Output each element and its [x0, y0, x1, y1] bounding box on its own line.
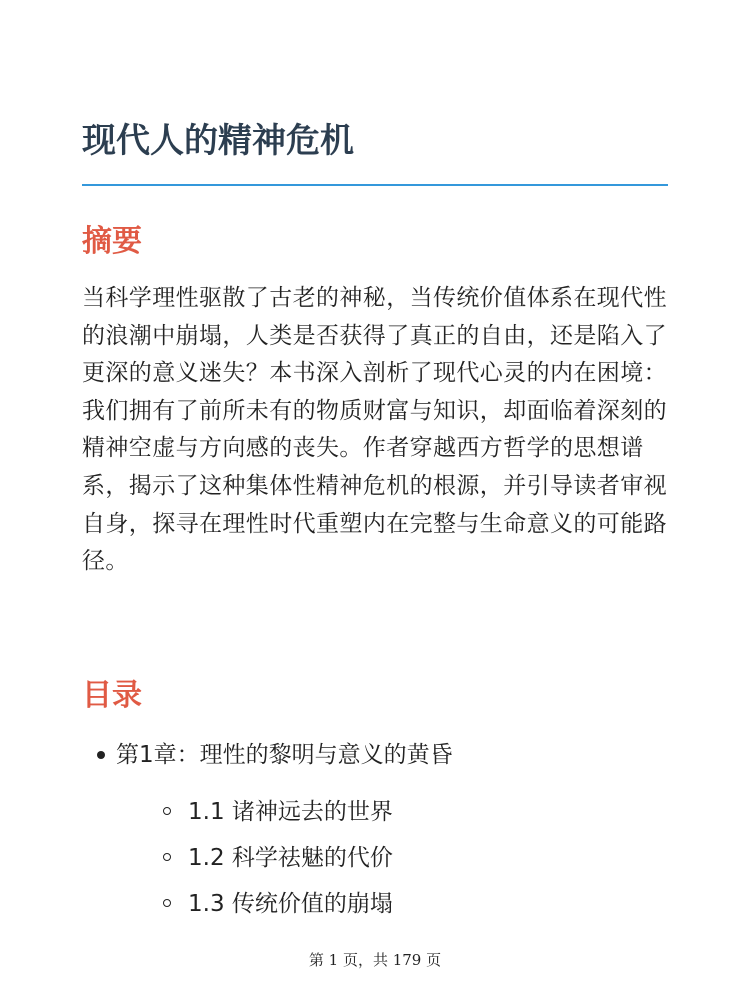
bullet-circle-icon [163, 899, 171, 907]
toc-section-label: 1.2 科学祛魅的代价 [188, 845, 393, 871]
toc-section-1-1[interactable] [188, 792, 393, 832]
toc-section-1-2[interactable] [188, 838, 393, 878]
toc-section-label: 1.1 诸神远去的世界 [188, 799, 393, 825]
bullet-circle-icon [163, 807, 171, 815]
toc-section-1-3[interactable] [188, 884, 393, 924]
abstract-paragraph: 当科学理性驱散了古老的神秘，当传统价值体系在现代性的浪潮中崩塌，人类是否获得了真正的自由，还是陷入了更深的意义迷失？本书深入剖析了现代心灵的内在困境：我们拥有了前所未有的物质财富与知识，却面临着深刻的精神空虚与方向感的丧失。作者穿越西方哲学的思想谱系，揭示了这种集体性精神危机的根源，并引导读者审视自身，探寻在理性时代重塑内在完整与生命意义的可能路径。 [82, 285, 667, 575]
toc-chapter-1[interactable] [116, 735, 453, 775]
abstract-heading: 摘要 [82, 224, 142, 259]
toc-section-label: 1.3 传统价值的崩塌 [188, 891, 393, 917]
bullet-disc-icon [97, 751, 105, 759]
bullet-circle-icon [163, 853, 171, 861]
toc-chapter-label: 第1章：理性的黎明与意义的黄昏 [116, 742, 453, 768]
page-footer: 第 1 页，共 179 页 [308, 951, 442, 969]
document-title: 现代人的精神危机 [82, 121, 354, 161]
title-divider [82, 184, 668, 186]
toc-heading: 目录 [82, 678, 142, 713]
